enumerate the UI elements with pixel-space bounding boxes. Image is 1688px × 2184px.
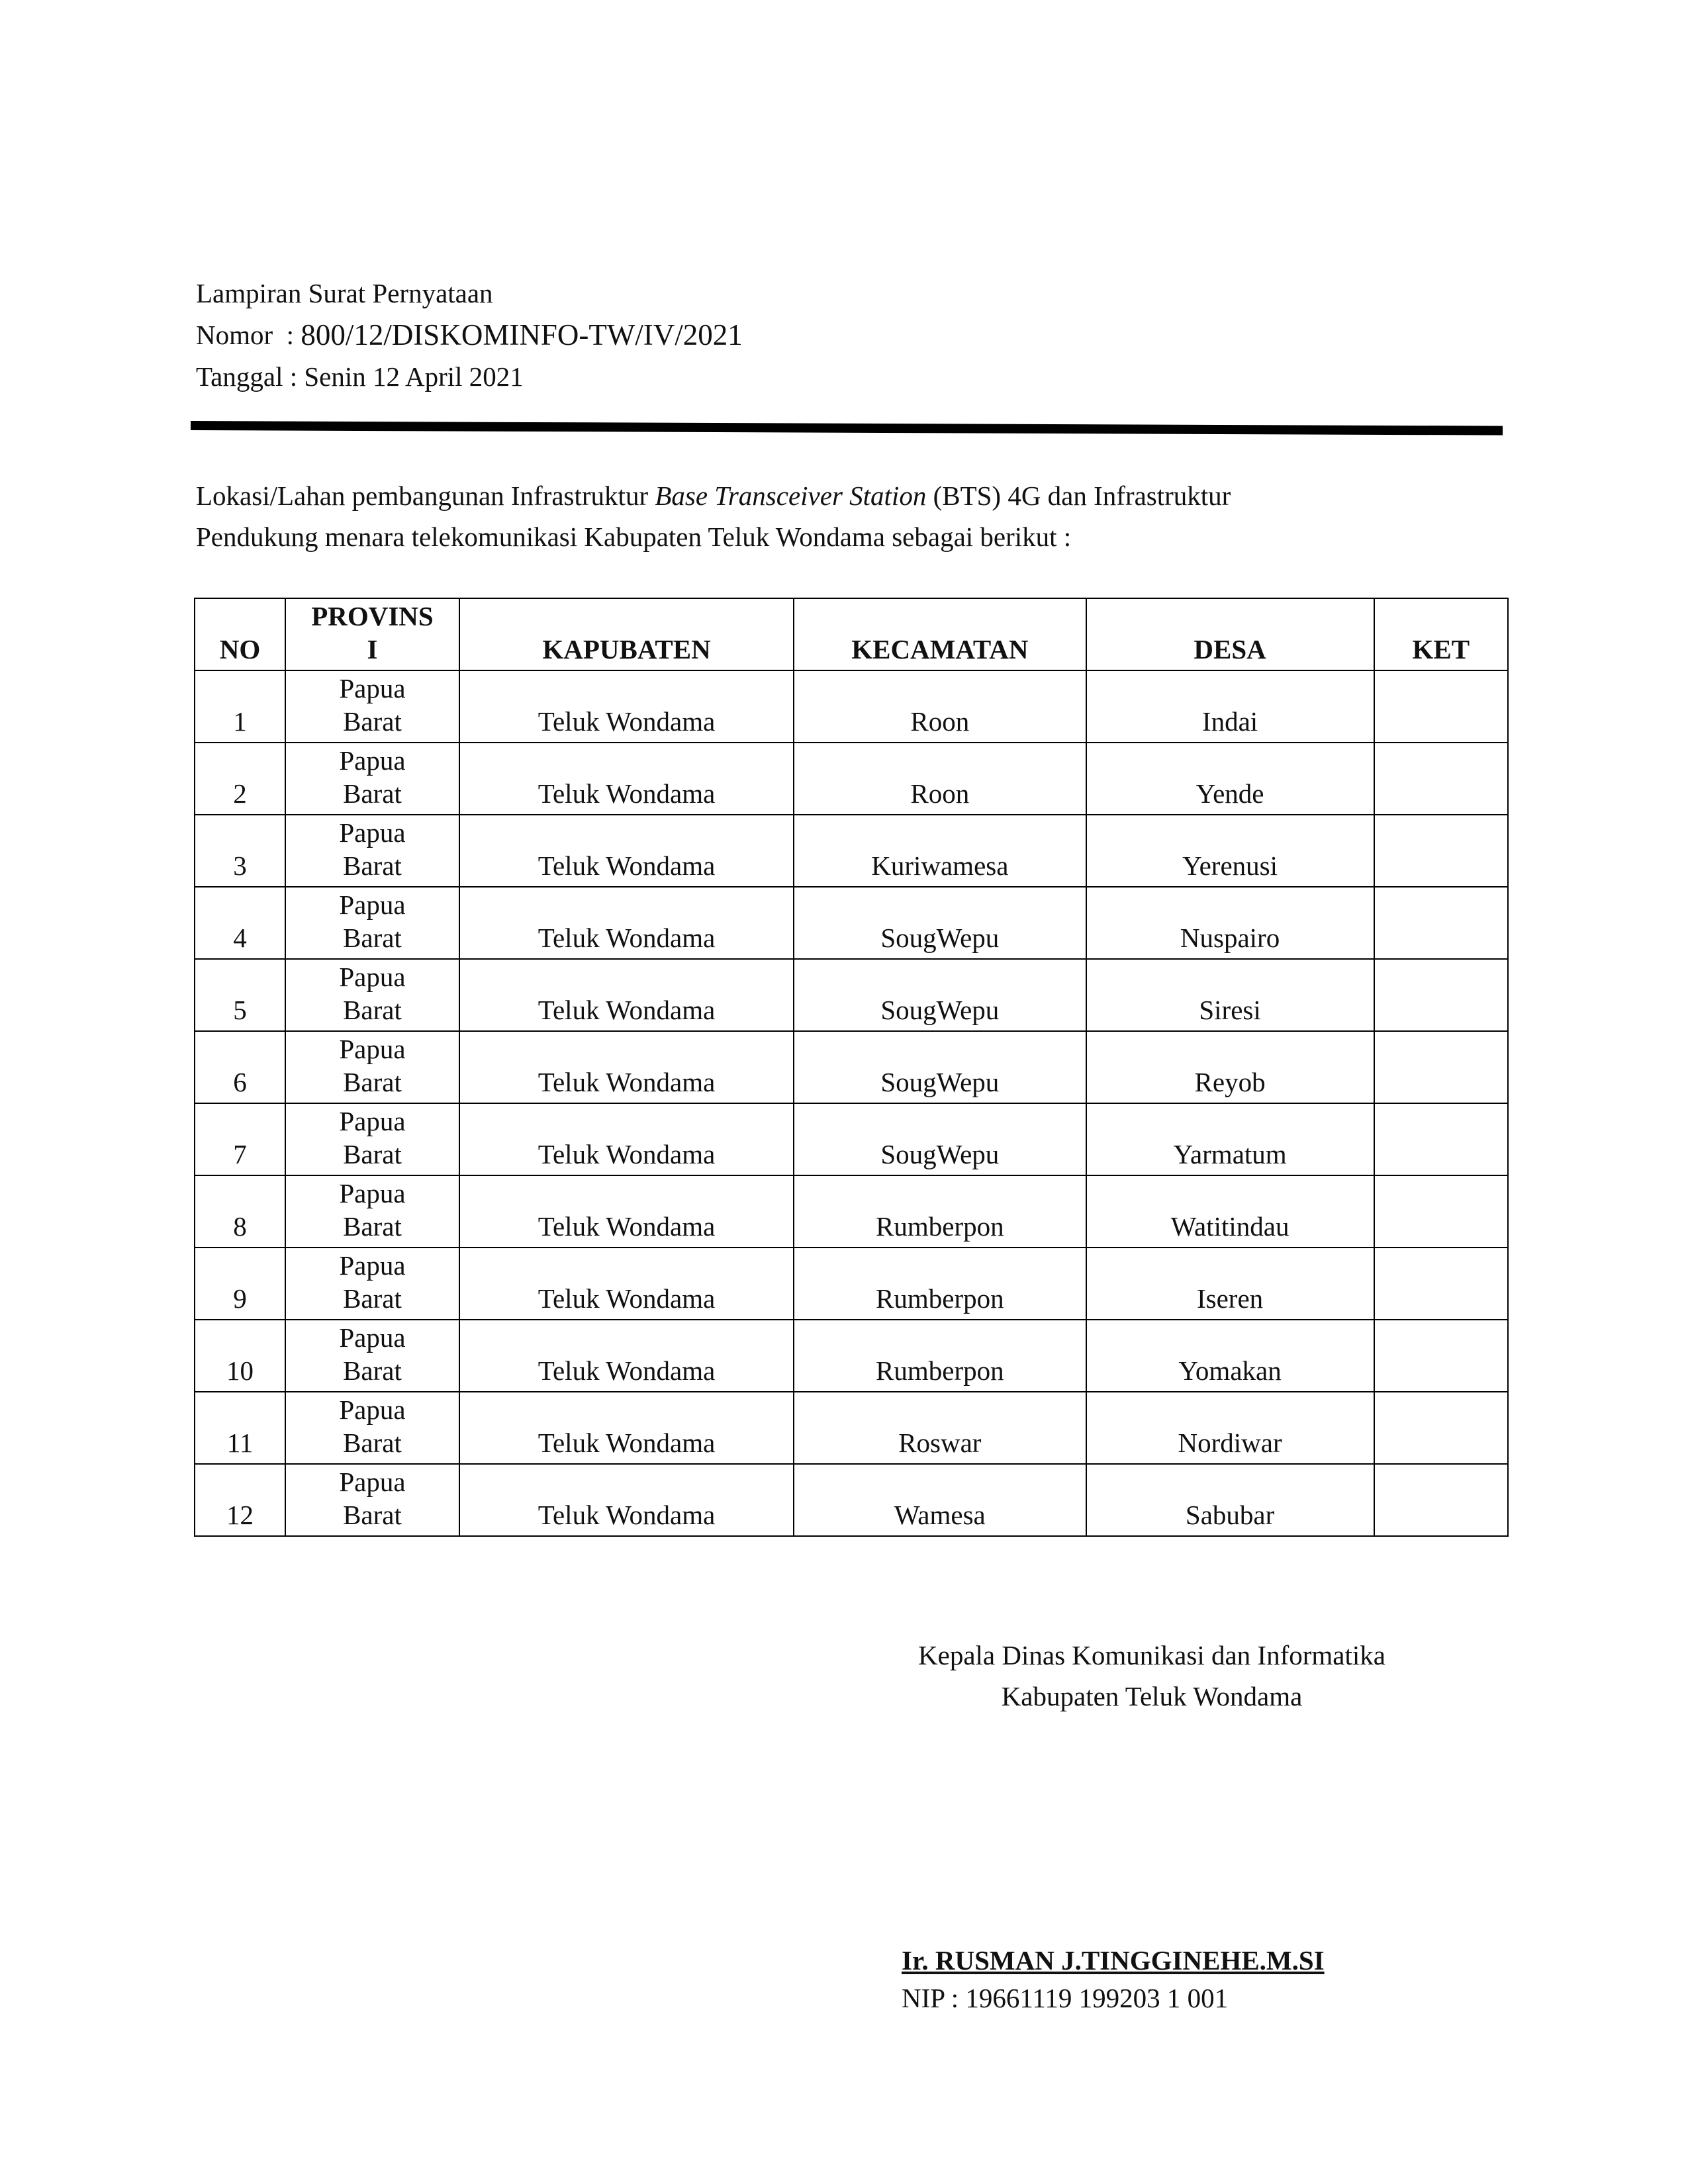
table-row [195,887,1508,959]
cell-ket [1374,1103,1508,1175]
cell-no: 10 [195,1320,285,1392]
signatory-title-line2: Kabupaten Teluk Wondama [1001,1681,1303,1711]
cell-ket [1374,887,1508,959]
header-nomor [196,314,743,356]
cell-kabupaten: Teluk Wondama [459,1320,794,1392]
header-no: NO [195,598,285,670]
cell-ket [1374,959,1508,1031]
header-kabupaten: KAPUBATEN [459,598,794,670]
cell-ket [1374,1464,1508,1536]
cell-ket [1374,1320,1508,1392]
cell-kabupaten: Teluk Wondama [459,1103,794,1175]
cell-desa: Yomakan [1086,1320,1374,1392]
cell-provinsi-line1: Papua [339,1106,406,1136]
cell-provinsi-line2: Barat [343,923,402,953]
cell-provinsi-line1: Papua [339,889,406,920]
cell-provinsi-line1: Papua [339,1394,406,1425]
cell-desa: Yarmatum [1086,1103,1374,1175]
cell-provinsi [285,743,459,815]
cell-provinsi [285,1392,459,1464]
cell-kabupaten: Teluk Wondama [459,1464,794,1536]
intro-text-start: Lokasi/Lahan pembangunan Infrastruktur [196,480,655,511]
cell-provinsi [285,1248,459,1320]
cell-ket [1374,1392,1508,1464]
cell-ket [1374,670,1508,743]
header-tanggal: Tanggal : Senin 12 April 2021 [196,361,524,392]
table-row [195,1248,1508,1320]
cell-no: 11 [195,1392,285,1464]
cell-desa: Nordiwar [1086,1392,1374,1464]
cell-no: 7 [195,1103,285,1175]
cell-kecamatan: Roon [794,743,1086,815]
header-title: Lampiran Surat Pernyataan [196,278,493,308]
cell-no: 9 [195,1248,285,1320]
cell-provinsi-line2: Barat [343,1283,402,1314]
cell-provinsi-line1: Papua [339,1178,406,1208]
signatory-title [854,1635,1450,1717]
cell-no: 2 [195,743,285,815]
cell-desa: Yerenusi [1086,815,1374,887]
cell-desa: Indai [1086,670,1374,743]
cell-desa: Yende [1086,743,1374,815]
cell-kecamatan: Wamesa [794,1464,1086,1536]
header-divider [191,421,1503,435]
cell-kecamatan: Rumberpon [794,1175,1086,1248]
cell-provinsi-line2: Barat [343,1428,402,1458]
cell-desa: Iseren [1086,1248,1374,1320]
cell-provinsi-line2: Barat [343,1067,402,1097]
cell-kabupaten: Teluk Wondama [459,887,794,959]
letter-header [196,273,743,398]
cell-no: 1 [195,670,285,743]
cell-kabupaten: Teluk Wondama [459,743,794,815]
header-desa: DESA [1086,598,1374,670]
header-provinsi [285,598,459,670]
cell-kabupaten: Teluk Wondama [459,815,794,887]
cell-kecamatan: Roon [794,670,1086,743]
cell-desa: Reyob [1086,1031,1374,1103]
signatory-name: Ir. RUSMAN J.TINGGINEHE.M.SI [902,1945,1325,1976]
cell-desa: Siresi [1086,959,1374,1031]
table-row [195,670,1508,743]
table-row [195,815,1508,887]
table-row [195,959,1508,1031]
table-row [195,1175,1508,1248]
signatory-title-line1: Kepala Dinas Komunikasi dan Informatika [918,1640,1385,1670]
cell-provinsi-line1: Papua [339,745,406,776]
cell-provinsi-line1: Papua [339,673,406,704]
intro-line-1 [196,475,1507,516]
cell-provinsi [285,670,459,743]
nomor-label: Nomor [196,320,273,350]
cell-ket [1374,1031,1508,1103]
header-provinsi-line2: I [367,634,378,664]
signatory-nip: NIP : 19661119 199203 1 001 [902,1983,1229,2013]
location-table [194,598,1509,1537]
cell-provinsi-line2: Barat [343,1500,402,1530]
cell-provinsi-line1: Papua [339,1034,406,1064]
cell-provinsi-line2: Barat [343,995,402,1025]
cell-kabupaten: Teluk Wondama [459,670,794,743]
cell-ket [1374,1248,1508,1320]
cell-provinsi-line1: Papua [339,1467,406,1497]
cell-no: 4 [195,887,285,959]
cell-kecamatan: Rumberpon [794,1248,1086,1320]
cell-kecamatan: SougWepu [794,887,1086,959]
cell-kabupaten: Teluk Wondama [459,1392,794,1464]
cell-provinsi-line2: Barat [343,1211,402,1242]
cell-provinsi [285,1464,459,1536]
table-row [195,1103,1508,1175]
cell-provinsi-line1: Papua [339,1250,406,1281]
cell-kecamatan: Rumberpon [794,1320,1086,1392]
cell-no: 6 [195,1031,285,1103]
cell-provinsi [285,887,459,959]
cell-provinsi-line1: Papua [339,817,406,848]
cell-provinsi [285,1175,459,1248]
intro-line-2: Pendukung menara telekomunikasi Kabupaten Teluk Wondama sebagai berikut : [196,522,1072,552]
cell-kabupaten: Teluk Wondama [459,959,794,1031]
nomor-value: 800/12/DISKOMINFO-TW/IV/2021 [301,318,743,351]
cell-kabupaten: Teluk Wondama [459,1175,794,1248]
table-row [195,1320,1508,1392]
cell-desa: Watitindau [1086,1175,1374,1248]
table-body [195,670,1508,1536]
table-row [195,1392,1508,1464]
table-header-row [195,598,1508,670]
intro-italic-term: Base Transceiver Station [655,480,927,511]
cell-no: 8 [195,1175,285,1248]
cell-provinsi [285,1320,459,1392]
cell-kecamatan: SougWepu [794,959,1086,1031]
table-row [195,1464,1508,1536]
cell-provinsi [285,815,459,887]
cell-kecamatan: Kuriwamesa [794,815,1086,887]
intro-paragraph [196,475,1507,557]
cell-provinsi-line1: Papua [339,1322,406,1353]
cell-provinsi-line2: Barat [343,850,402,881]
cell-provinsi-line2: Barat [343,1355,402,1386]
cell-kabupaten: Teluk Wondama [459,1248,794,1320]
cell-no: 12 [195,1464,285,1536]
cell-ket [1374,743,1508,815]
cell-provinsi [285,1031,459,1103]
table-row [195,1031,1508,1103]
cell-kecamatan: Roswar [794,1392,1086,1464]
header-provinsi-line1: PROVINS [311,601,434,631]
header-ket: KET [1374,598,1508,670]
cell-kecamatan: SougWepu [794,1103,1086,1175]
header-kecamatan: KECAMATAN [794,598,1086,670]
nomor-separator: : [273,320,301,350]
cell-ket [1374,815,1508,887]
cell-no: 5 [195,959,285,1031]
cell-no: 3 [195,815,285,887]
cell-kabupaten: Teluk Wondama [459,1031,794,1103]
intro-text-end: (BTS) 4G dan Infrastruktur [926,480,1231,511]
cell-desa: Sabubar [1086,1464,1374,1536]
cell-provinsi-line2: Barat [343,1139,402,1169]
cell-provinsi-line2: Barat [343,778,402,809]
cell-provinsi [285,1103,459,1175]
cell-provinsi [285,959,459,1031]
cell-ket [1374,1175,1508,1248]
cell-desa: Nuspairo [1086,887,1374,959]
cell-kecamatan: SougWepu [794,1031,1086,1103]
cell-provinsi-line2: Barat [343,706,402,737]
table-row [195,743,1508,815]
cell-provinsi-line1: Papua [339,962,406,992]
